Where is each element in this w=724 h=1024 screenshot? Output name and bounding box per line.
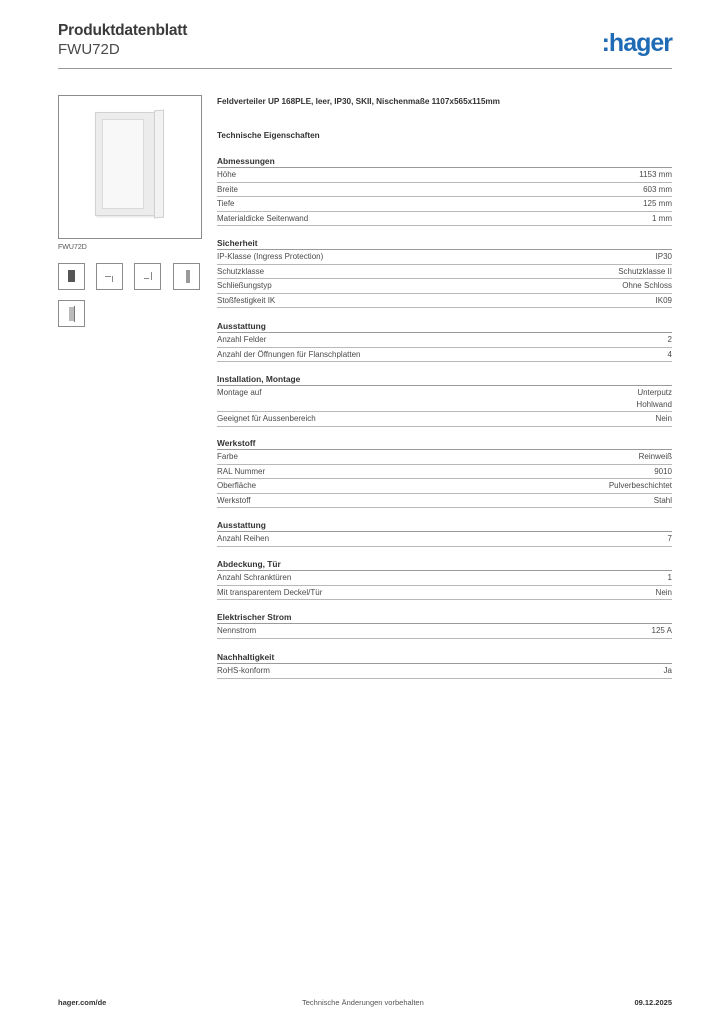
technical-heading: Technische Eigenschaften: [217, 131, 320, 140]
spec-row: [217, 465, 672, 480]
spec-row: [217, 197, 672, 212]
spec-value: IP30: [655, 252, 672, 261]
section-abmessungen: [217, 154, 672, 226]
section-elektrischer-strom: [217, 610, 672, 639]
spec-key: Geeignet für Aussenbereich: [217, 414, 316, 423]
product-image: [58, 95, 202, 239]
section-title: Installation, Montage: [217, 372, 672, 386]
spec-value: 7: [667, 534, 672, 543]
spec-key: Nennstrom: [217, 626, 257, 635]
section-werkstoff: [217, 436, 672, 508]
hager-logo: :hager: [601, 29, 672, 57]
spec-row: [217, 412, 672, 427]
thumbnail-side[interactable]: [173, 263, 200, 290]
spec-row: [217, 279, 672, 294]
spec-value: Reinweiß: [638, 452, 672, 461]
thumbnail-drawing-front[interactable]: [134, 263, 161, 290]
section-title: Ausstattung: [217, 319, 672, 333]
spec-value: Ohne Schloss: [622, 281, 672, 290]
spec-row: [217, 168, 672, 183]
section-title: Werkstoff: [217, 436, 672, 450]
section-title: Sicherheit: [217, 236, 672, 250]
spec-value: Schutzklasse II: [618, 266, 672, 276]
disclaimer: Technische Änderungen vorbehalten: [302, 998, 424, 1007]
spec-key: RoHS-konform: [217, 666, 270, 675]
spec-row: [217, 265, 672, 280]
section-title: Nachhaltigkeit: [217, 650, 672, 664]
section-nachhaltigkeit: [217, 650, 672, 679]
spec-value: 1 mm: [652, 213, 672, 223]
cabinet-illustration: [95, 112, 155, 216]
spec-row: [217, 450, 672, 465]
thumbnail-open-door[interactable]: [58, 300, 85, 327]
document-title: Produktdatenblatt: [58, 22, 188, 39]
spec-key: Materialdicke Seitenwand: [217, 213, 309, 223]
spec-key: Schutzklasse: [217, 266, 265, 276]
spec-key: Tiefe: [217, 199, 235, 208]
section-installation: [217, 372, 672, 427]
spec-value: 4: [667, 349, 672, 359]
thumbnail-drawing-side[interactable]: [96, 263, 123, 290]
spec-key: Schließungstyp: [217, 281, 272, 290]
spec-key: Mit transparentem Deckel/Tür: [217, 587, 323, 597]
spec-key: RAL Nummer: [217, 466, 266, 476]
thumbnail-front[interactable]: [58, 263, 85, 290]
spec-key: Anzahl Reihen: [217, 534, 270, 543]
spec-row: [217, 479, 672, 494]
spec-value: Unterputz Hohlwand: [636, 388, 672, 409]
spec-value: Ja: [663, 666, 672, 675]
spec-row: [217, 250, 672, 265]
spec-row: [217, 586, 672, 601]
spec-row: [217, 571, 672, 586]
spec-row: [217, 294, 672, 309]
spec-key: Oberfläche: [217, 481, 257, 490]
section-ausstattung: [217, 319, 672, 362]
spec-value: Stahl: [653, 495, 672, 505]
spec-value: IK09: [655, 295, 672, 305]
website-link[interactable]: hager.com/de: [58, 998, 107, 1007]
spec-row: [217, 386, 672, 412]
spec-value: 125 A: [651, 626, 672, 635]
spec-value: 125 mm: [643, 199, 672, 208]
spec-value: 2: [667, 335, 672, 344]
spec-key: Farbe: [217, 452, 238, 461]
spec-key: Montage auf: [217, 388, 262, 397]
image-caption: FWU72D: [58, 244, 87, 251]
cabinet-door: [154, 110, 164, 219]
spec-value: 1153 mm: [639, 170, 672, 179]
spec-key: Anzahl Schranktüren: [217, 573, 292, 582]
spec-key: Anzahl Felder: [217, 335, 267, 344]
spec-value: 603 mm: [643, 184, 672, 194]
spec-value: 9010: [654, 466, 672, 476]
section-title: Elektrischer Strom: [217, 610, 672, 624]
spec-row: [217, 183, 672, 198]
spec-key: Breite: [217, 184, 238, 194]
spec-value: Nein: [655, 587, 672, 597]
spec-key: Stoßfestigkeit IK: [217, 295, 276, 305]
page-footer: [58, 994, 672, 1008]
spec-row: [217, 348, 672, 363]
section-title: Abmessungen: [217, 154, 672, 168]
spec-row: [217, 532, 672, 547]
spec-row: [217, 212, 672, 227]
page-header: [58, 20, 672, 69]
spec-value: 1: [667, 573, 672, 582]
product-description: Feldverteiler UP 168PLE, leer, IP30, SKII, Nischenmaße 1107x565x115mm: [217, 97, 500, 106]
spec-row: [217, 333, 672, 348]
section-ausstattung-2: [217, 518, 672, 547]
section-title: Ausstattung: [217, 518, 672, 532]
spec-row: [217, 494, 672, 509]
spec-value: Nein: [655, 414, 672, 423]
spec-value: Pulverbeschichtet: [608, 481, 672, 490]
spec-key: IP-Klasse (Ingress Protection): [217, 252, 324, 261]
section-sicherheit: [217, 236, 672, 308]
document-date: 09.12.2025: [634, 998, 672, 1007]
section-title: Abdeckung, Tür: [217, 557, 672, 571]
spec-key: Höhe: [217, 170, 237, 179]
product-code: FWU72D: [58, 41, 120, 58]
spec-row: [217, 624, 672, 639]
spec-key: Werkstoff: [217, 495, 251, 505]
spec-row: [217, 664, 672, 679]
spec-key: Anzahl der Öffnungen für Flanschplatten: [217, 349, 361, 359]
section-abdeckung: [217, 557, 672, 600]
